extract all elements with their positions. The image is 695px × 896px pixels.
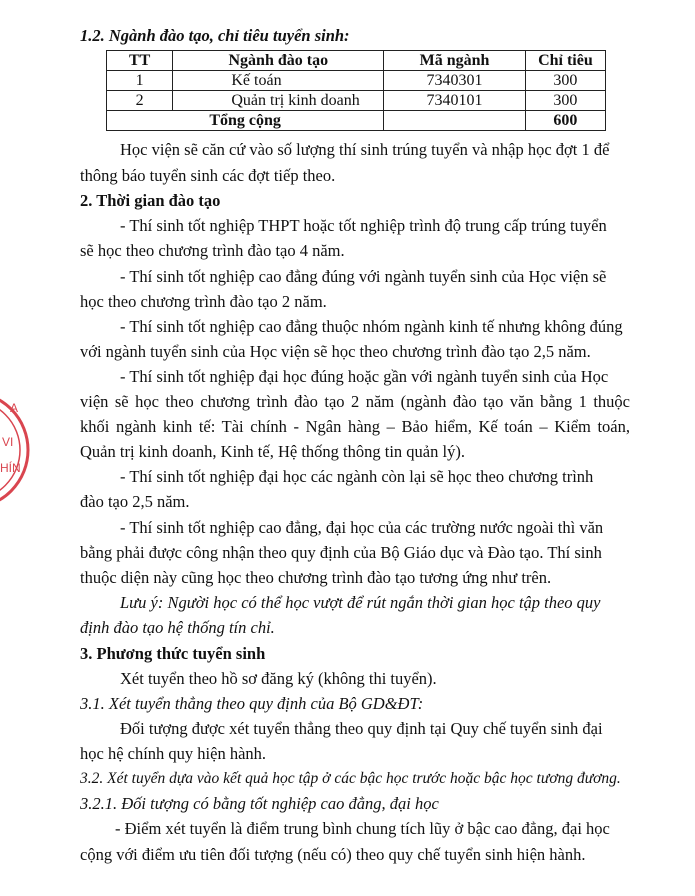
note-line: Học viện sẽ căn cứ vào số lượng thí sinh trúng tuyển và nhập học đợt 1 để: [120, 140, 610, 159]
note-line: thông báo tuyển sinh các đợt tiếp theo.: [80, 166, 336, 185]
header-quota: Chỉ tiêu: [525, 51, 605, 71]
paragraph-line: Xét tuyển theo hồ sơ đăng ký (không thi tuyển).: [120, 669, 437, 688]
cell-major: Quản trị kinh doanh: [173, 91, 384, 111]
paragraph-line: bằng phải được công nhận theo quy định của Bộ Giáo dục và Đào tạo. Thí sinh: [80, 543, 602, 562]
cell-quota: 300: [525, 71, 605, 91]
subsection-3-2-1-heading: 3.2.1. Đối tượng có bằng tốt nghiệp cao đẳng, đại học: [80, 794, 439, 813]
table-total-row: [107, 111, 606, 131]
subsection-3-1-heading: 3.1. Xét tuyển thẳng theo quy định của Bộ GD&ĐT:: [80, 694, 424, 713]
table-row: [107, 91, 606, 111]
cell-quota: 300: [525, 91, 605, 111]
section-3-heading: 3. Phương thức tuyển sinh: [80, 644, 266, 663]
cell-major: Kế toán: [173, 71, 384, 91]
paragraph-line: đào tạo 2,5 năm.: [80, 492, 190, 511]
table-row: [107, 71, 606, 91]
paragraph-line: với ngành tuyển sinh của Học viện sẽ học theo chương trình đào tạo 2,5 năm.: [80, 342, 591, 361]
table-header-row: [107, 51, 606, 71]
paragraph-line: khối ngành kinh tế: Tài chính - Ngân hàng – Bảo hiểm, Kế toán – Kiểm toán,: [80, 417, 630, 436]
cell-code: 7340301: [384, 71, 526, 91]
subsection-3-2-heading: 3.2. Xét tuyển dựa vào kết quả học tập ở các bậc học trước hoặc bậc học tương đương.: [80, 770, 621, 787]
paragraph-line: sẽ học theo chương trình đào tạo 4 năm.: [80, 241, 345, 260]
cell-code: 7340101: [384, 91, 526, 111]
paragraph-line: cộng với điểm ưu tiên đối tượng (nếu có) theo quy chế tuyển sinh hiện hành.: [80, 845, 586, 864]
note-line: Lưu ý: Người học có thể học vượt để rút ngắn thời gian học tập theo quy: [120, 593, 601, 612]
paragraph-line: - Thí sinh tốt nghiệp cao đẳng, đại học của các trường nước ngoài thì văn: [120, 518, 604, 537]
seal-text: A: [10, 401, 19, 415]
total-empty-cell: [384, 111, 526, 131]
paragraph-line: Đối tượng được xét tuyển thẳng theo quy định tại Quy chế tuyển sinh đại: [120, 719, 603, 738]
paragraph-line: học hệ chính quy hiện hành.: [80, 744, 267, 763]
paragraph-line: - Thí sinh tốt nghiệp đại học các ngành còn lại sẽ học theo chương trình: [120, 467, 594, 486]
total-label: Tổng cộng: [107, 111, 384, 131]
paragraph-line: viện sẽ học theo chương trình đào tạo 2 năm (ngành đào tạo văn bằng 1 thuộc: [80, 392, 630, 411]
section-1-2-heading: 1.2. Ngành đào tạo, chỉ tiêu tuyển sinh:: [80, 26, 350, 45]
paragraph-line: Quản trị kinh doanh, Kinh tế, Hệ thống thông tin quản lý).: [80, 442, 465, 461]
header-major: Ngành đào tạo: [173, 51, 384, 71]
paragraph-line: - Thí sinh tốt nghiệp cao đẳng thuộc nhóm ngành kinh tế nhưng không đúng: [120, 317, 623, 336]
red-seal-stamp: [0, 370, 30, 530]
note-line: định đào tạo hệ thống tín chỉ.: [80, 618, 275, 637]
paragraph-line: thuộc diện này cũng học theo chương trình đào tạo tương ứng như trên.: [80, 568, 552, 587]
header-code: Mã ngành: [384, 51, 526, 71]
section-2-heading: 2. Thời gian đào tạo: [80, 191, 221, 210]
paragraph-line: - Thí sinh tốt nghiệp đại học đúng hoặc gần với ngành tuyển sinh của Học: [120, 367, 609, 386]
paragraph-line: - Thí sinh tốt nghiệp cao đẳng đúng với ngành tuyển sinh của Học viện sẽ: [120, 267, 607, 286]
total-value: 600: [525, 111, 605, 131]
seal-text: HÍN: [0, 461, 21, 475]
paragraph-line: - Thí sinh tốt nghiệp THPT hoặc tốt nghiệp trình độ trung cấp trúng tuyển: [120, 216, 607, 235]
paragraph-line: - Điểm xét tuyển là điểm trung bình chung tích lũy ở bậc cao đẳng, đại học: [115, 819, 610, 838]
cell-tt: 1: [107, 71, 173, 91]
training-quota-table: [106, 50, 606, 131]
paragraph-line: học theo chương trình đào tạo 2 năm.: [80, 292, 327, 311]
header-tt: TT: [107, 51, 173, 71]
cell-tt: 2: [107, 91, 173, 111]
seal-text: VI: [2, 435, 14, 449]
